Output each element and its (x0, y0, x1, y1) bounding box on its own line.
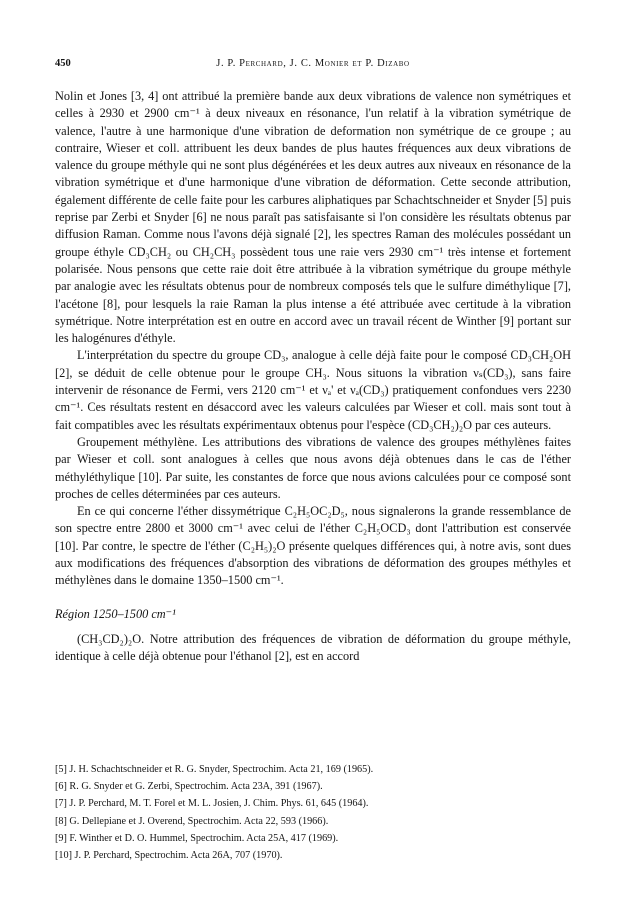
paragraph-cd3-interpretation: L'interprétation du spectre du groupe CD₃, analogue à celle déjà faite pour le composé CD₃CH₂OH [2], se déduit de celle obtenue pour le groupe CH₃. Nous situons la vibration νₛ(CD₃), sans faire intervenir de résonance de Fermi, vers 2120 cm⁻¹ et νₐ' et νₐ(CD₃) pratiquement confondues vers 2230 cm⁻¹. Ces résultats restent en désaccord avec les valeurs calculées par Wieser et coll. mais sont tout à fait compatibles avec les résultats expérimentaux obtenus pour l'espèce (CD₃CH₂)₂O par ces auteurs. (55, 348, 571, 432)
section-heading-region: Région 1250–1500 cm⁻¹ (55, 606, 176, 621)
footnote-7: [7] J. P. Perchard, M. T. Forel et M. L. Josien, J. Chim. Phys. 61, 645 (1964). (55, 798, 369, 810)
footnote-9: [9] F. Winther et D. O. Hummel, Spectrochim. Acta 25A, 417 (1969). (55, 832, 339, 844)
footnote-10: [10] J. P. Perchard, Spectrochim. Acta 26A, 707 (1970). (55, 850, 283, 862)
footnotes (55, 761, 571, 864)
footnote-5: [5] J. H. Schachtschneider et R. G. Snyder, Spectrochim. Acta 21, 169 (1965). (55, 764, 374, 775)
paragraph-dissymmetric-ether: En ce qui concerne l'éther dissymétrique C₂H₅OC₂D₅, nous signalerons la grande ressemblance de son spectre entre 2800 et 3000 cm⁻¹ avec celui de l'éther C₂H₅OCD₃ dont l'attribution est conservée [10]. Par contre, le spectre de l'éther (C₂H₅)₂O présente quelques différences qui, à notre avis, sont dues aux modifications des fréquences d'absorption des vibrations de déformation des groupes méthyles et méthylènes dans le domaine 1350–1500 cm⁻¹. (55, 504, 571, 588)
running-head (55, 56, 571, 72)
body-text (55, 88, 571, 665)
footnote-6: [6] R. G. Snyder et G. Zerbi, Spectrochim. Acta 23A, 391 (1967). (55, 781, 323, 793)
paragraph-ch3cd2-ether: (CH₃CD₂)₂O. Notre attribution des fréquences de vibration de déformation du groupe méthyle, identique à celle déjà obtenue pour l'éthanol [2], est en accord (55, 631, 571, 663)
paragraph-valence-attribution: Nolin et Jones [3, 4] ont attribué la première bande aux deux vibrations de valence non symétriques et celles à 2930 et 2900 cm⁻¹ à deux niveaux en résonance, l'un relatif à la vibration symétrique de valence, l'autre à une harmonique d'une vibration de deformation non symétrique de ce groupe ; au contraire, Wieser et coll. attribuent les deux bandes de plus hautes fréquences aux deux vibrations de valence du groupe méthyle qui ne sont plus dégénérées et les deux autres aux niveaux en résonance de la vibration symétrique et d'une harmonique d'une vibration de déformation. Cette seconde attribution, également différente de celle faite pour les carbures aliphatiques par Schachtschneider et Snyder [5] puis reprise par Zerbi et Snyder [6] ne nous paraît pas satisfaisante si l'on considère les résultats obtenus par diffusion Raman. Comme nous l'avons déjà signalé [2], les spectres Raman des molécules possédant un groupe éthyle CD₃CH₂ ou CH₂CH₃ possèdent tous une raie vers 2930 cm⁻¹ très intense et fortement polarisée. Nous pensons que cette raie doit être attribuée à la vibration symétrique du groupe méthyle par analogie avec les résultats obtenus pour de nombreux composés tels que le sulfure diméthylique [7], l'acétone [8], pour lesquels la raie Raman la plus intense a été attribuée avec certitude à la vibration symétrique. Notre interprétation est en outre en accord avec un travail récent de Winther [9] portant sur les halogénures d'éthyle. (55, 89, 571, 346)
page-number: 450 (55, 58, 71, 69)
running-title: J. P. Perchard, J. C. Monier et P. Dizabo (216, 58, 410, 69)
paragraph-methylene-group: Groupement méthylène. Les attributions des vibrations de valence des groupes méthylènes faites par Wieser et coll. sont analogues à celles que nous avons déjà obtenues dans le cas de l'éther méthyléthylique [10]. Par suite, les constantes de force que nous avions calculées pour ce composé sont proches de celles déterminées par ces auteurs. (55, 434, 571, 501)
footnote-8: [8] G. Dellepiane et J. Overend, Spectrochim. Acta 22, 593 (1966). (55, 815, 329, 827)
